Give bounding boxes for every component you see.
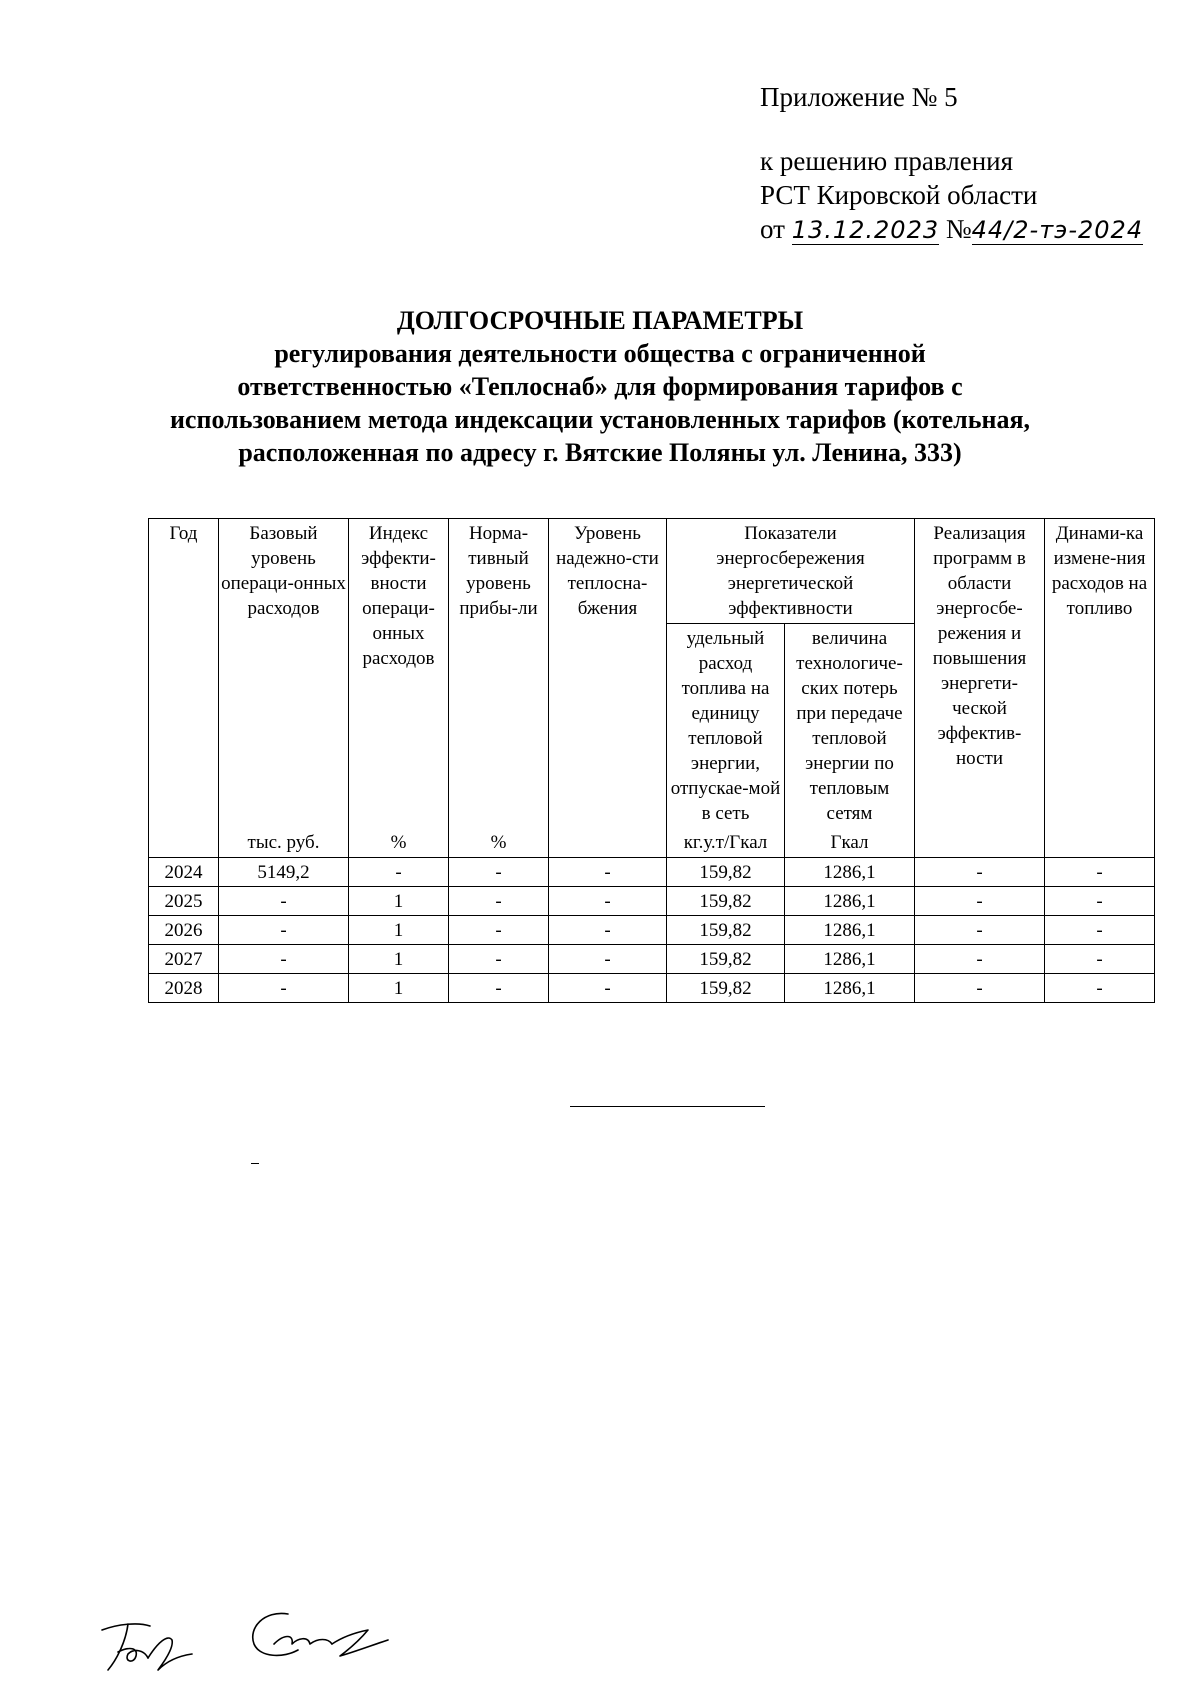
appendix-authority: РСТ Кировской области — [760, 180, 1038, 210]
date-prefix: от — [760, 214, 785, 244]
signature-area — [88, 1600, 428, 1680]
header-year: Год — [149, 519, 219, 858]
unit-base-level: тыс. руб. — [219, 828, 349, 858]
cell-reliability: - — [549, 974, 667, 1003]
cell-fuel-dynamics: - — [1045, 887, 1155, 916]
appendix-date-line — [760, 212, 1143, 247]
cell-base-level: - — [219, 945, 349, 974]
title-line-2: регулирования деятельности общества с ограниченной — [274, 339, 926, 368]
decision-number: 44/2-тэ-2024 — [971, 216, 1144, 244]
header-efficiency-index: Индекс эффекти-вности операци-онных расходов — [349, 519, 449, 829]
cell-fuel-rate: 159,82 — [667, 945, 785, 974]
cell-normative-profit: - — [449, 916, 549, 945]
header-energy-group: Показатели энергосбережения энергетической эффективности — [667, 519, 915, 624]
cell-base-level: - — [219, 916, 349, 945]
cell-base-level: - — [219, 887, 349, 916]
table-row — [149, 916, 1155, 945]
cell-reliability: - — [549, 858, 667, 887]
document-title — [120, 304, 1080, 469]
cell-base-level: 5149,2 — [219, 858, 349, 887]
cell-reliability: - — [549, 887, 667, 916]
handwritten-signature-1 — [102, 1624, 192, 1670]
header-row-1 — [149, 519, 1155, 624]
appendix-block — [760, 80, 1143, 247]
header-reliability: Уровень надежно-сти теплосна-бжения — [549, 519, 667, 858]
cell-programs: - — [915, 887, 1045, 916]
header-fuel-dynamics: Динами-ка измене-ния расходов на топливо — [1045, 519, 1155, 858]
cell-efficiency-index: 1 — [349, 916, 449, 945]
cell-efficiency-index: 1 — [349, 974, 449, 1003]
handwritten-signature-2 — [253, 1613, 388, 1656]
cell-losses: 1286,1 — [785, 945, 915, 974]
decision-date: 13.12.2023 — [791, 216, 940, 244]
cell-reliability: - — [549, 945, 667, 974]
cell-fuel-rate: 159,82 — [667, 887, 785, 916]
table-row — [149, 887, 1155, 916]
cell-programs: - — [915, 916, 1045, 945]
cell-efficiency-index: 1 — [349, 887, 449, 916]
cell-losses: 1286,1 — [785, 916, 915, 945]
cell-base-level: - — [219, 974, 349, 1003]
title-line-5: расположенная по адресу г. Вятские Поляны ул. Ленина, 333) — [238, 438, 962, 467]
cell-normative-profit: - — [449, 858, 549, 887]
closing-rule — [570, 1106, 765, 1107]
cell-losses: 1286,1 — [785, 858, 915, 887]
table-row — [149, 974, 1155, 1003]
cell-fuel-rate: 159,82 — [667, 916, 785, 945]
cell-programs: - — [915, 974, 1045, 1003]
header-fuel-rate: удельный расход топлива на единицу тепловой энергии, отпускае-мой в сеть — [667, 624, 785, 829]
cell-year: 2028 — [149, 974, 219, 1003]
cell-losses: 1286,1 — [785, 974, 915, 1003]
cell-programs: - — [915, 945, 1045, 974]
title-line-4: использованием метода индексации установленных тарифов (котельная, — [169, 405, 1031, 434]
cell-fuel-dynamics: - — [1045, 974, 1155, 1003]
cell-programs: - — [915, 858, 1045, 887]
cell-year: 2026 — [149, 916, 219, 945]
cell-year: 2027 — [149, 945, 219, 974]
cell-efficiency-index: - — [349, 858, 449, 887]
cell-fuel-dynamics: - — [1045, 945, 1155, 974]
cell-fuel-rate: 159,82 — [667, 858, 785, 887]
cell-normative-profit: - — [449, 945, 549, 974]
cell-fuel-dynamics: - — [1045, 858, 1155, 887]
title-line-3: ответственностью «Теплоснаб» для формирования тарифов с — [237, 372, 963, 401]
cell-efficiency-index: 1 — [349, 945, 449, 974]
unit-efficiency-index: % — [349, 828, 449, 858]
cell-normative-profit: - — [449, 887, 549, 916]
cell-normative-profit: - — [449, 974, 549, 1003]
cell-reliability: - — [549, 916, 667, 945]
cell-fuel-dynamics: - — [1045, 916, 1155, 945]
table-row — [149, 858, 1155, 887]
number-prefix: № — [945, 214, 972, 244]
appendix-number: Приложение № 5 — [760, 82, 958, 112]
table-row — [149, 945, 1155, 974]
header-programs: Реализация программ в области энергосбе-режения и повышения энергети-ческой эффектив-ности — [915, 519, 1045, 858]
header-normative-profit: Норма-тивный уровень прибы-ли — [449, 519, 549, 829]
parameters-table — [148, 518, 1155, 1003]
cell-fuel-rate: 159,82 — [667, 974, 785, 1003]
unit-normative-profit: % — [449, 828, 549, 858]
appendix-decision: к решению правления — [760, 146, 1014, 176]
unit-fuel-rate: кг.у.т/Гкал — [667, 828, 785, 858]
unit-losses: Гкал — [785, 828, 915, 858]
cell-year: 2025 — [149, 887, 219, 916]
cell-losses: 1286,1 — [785, 887, 915, 916]
cell-year: 2024 — [149, 858, 219, 887]
title-line-1: ДОЛГОСРОЧНЫЕ ПАРАМЕТРЫ — [396, 306, 804, 335]
header-losses: величина технологиче-ских потерь при передаче тепловой энергии по тепловым сетям — [785, 624, 915, 829]
header-base-level: Базовый уровень операци-онных расходов — [219, 519, 349, 829]
stray-dash-mark — [251, 1163, 259, 1164]
